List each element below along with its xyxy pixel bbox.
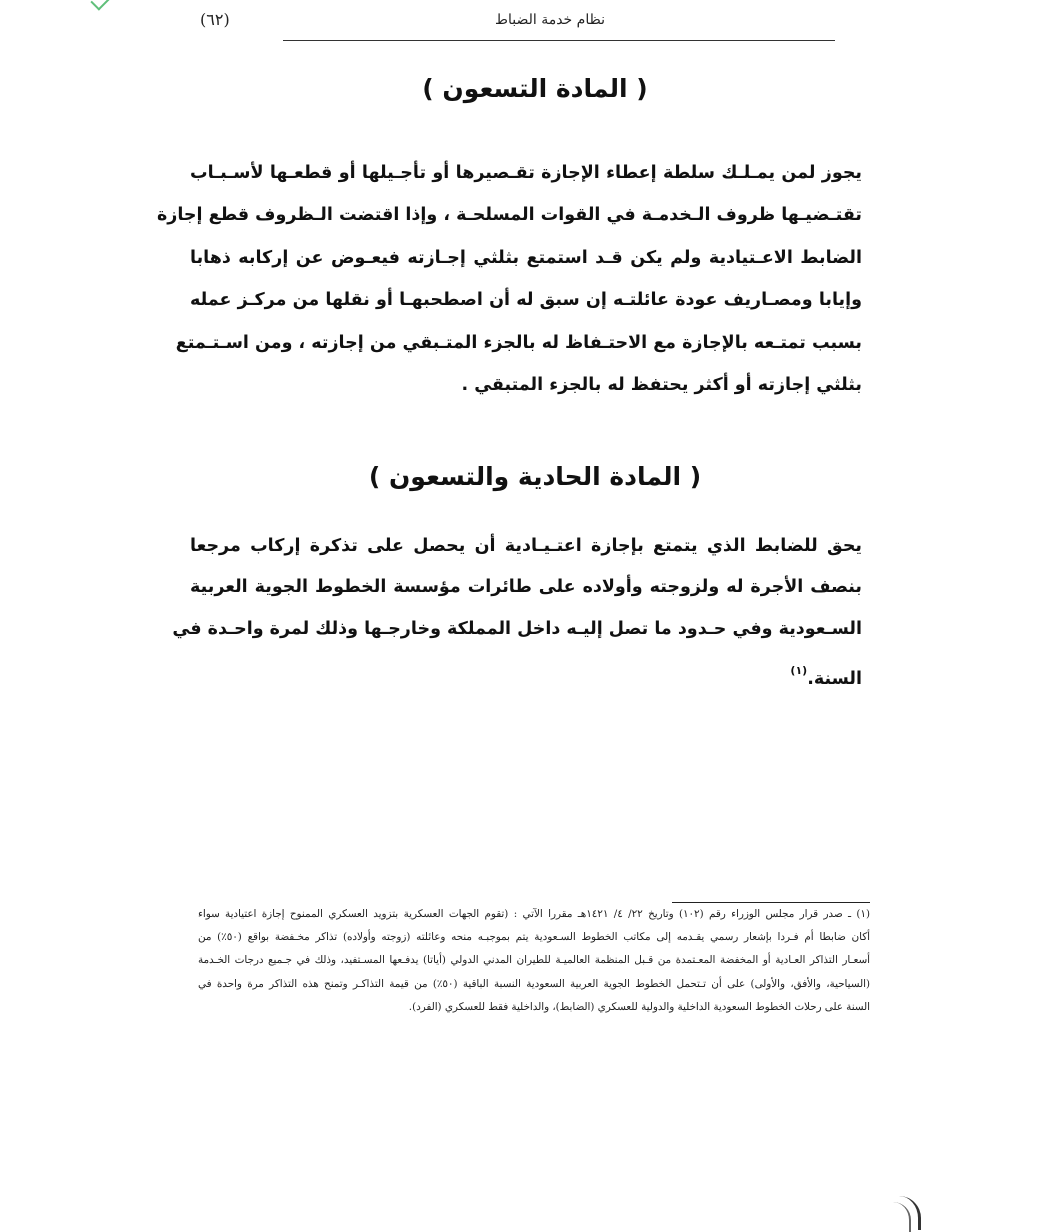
article-91-body — [172, 526, 862, 700]
article-91-line: يحق للضابط الذي يتمتع بإجازة اعتـيـادية أن يحصل على تذكرة إركاب مرجعا — [190, 536, 862, 556]
article-90-line: يجوز لمن يمـلـك سلطة إعطاء الإجازة تقـصيرها أو تأجـيلها أو قطعـها لأسـبـاب — [190, 163, 862, 183]
footnote-line: أكان ضابطا أم فـردا بإشعار رسمي يقـدمه إلى مكاتب الخطوط السـعودية يتم بموجبـه منحه وعائلته (زوجته وأولاده) تذاكر مخـفضة بواقع (٥٠٪) من — [198, 931, 870, 944]
footnote — [198, 903, 870, 1019]
footnote-line: أسعـار التذاكر العـادية أو المخفضة المعـتمدة من قـبل المنظمة العالميـة للطيران المدني الدولي (أياتا) يدفـعها المسـتفيد، وذلك في جـميع درجات الخـدمة — [198, 954, 870, 967]
article-91-line: السـعودية وفي حـدود ما تصل إليـه داخل المملكة وخارجـها وذلك لمرة واحـدة في — [172, 618, 862, 639]
footnote-reference[interactable]: (١) — [790, 663, 808, 677]
page-number: (٦٢) — [200, 10, 230, 29]
article-heading-90: ( المادة التسعون ) — [422, 74, 648, 103]
article-heading-91: ( المادة الحادية والتسعون ) — [368, 462, 702, 491]
running-header-title: نظام خدمة الضباط — [495, 12, 605, 28]
article-91-line: بنصف الأجرة له ولزوجته وأولاده على طائرات مؤسسة الخطوط الجوية العربية — [190, 577, 862, 598]
article-90-line: تقتـضيـها ظروف الـخدمـة في القوات المسلحـة ، وإذا اقتضت الـظروف قطع إجازة — [156, 205, 862, 226]
article-91-line: السنة. — [807, 668, 862, 689]
article-90-line: بثلثي إجازته أو أكثر يحتفظ له بالجزء المتبقي . — [461, 375, 862, 396]
footnote-line: السنة على رحلات الخطوط السعودية الداخلية والدولية للعسكري (الضابط)، والداخلية فقط للعسكري (الفرد). — [408, 1000, 870, 1013]
article-90-line: الضابط الاعـتيادية ولم يكن قـد استمتع بثلثي إجـازته فيعـوض عن إركابه ذهابا — [190, 247, 862, 268]
article-90-body — [156, 152, 862, 406]
footnote-line: (السياحية، والأفق، والأولى) على أن تـتحمل الخطوط الجوية العربية السعودية النسبة الباقية (٥٠٪) من قيمة التذاكـر وتمنح هذه التذاكر مرة واحدة في — [198, 977, 870, 990]
header-divider — [283, 40, 835, 41]
corner-check-mark-icon — [90, 0, 111, 11]
article-91-last-line — [190, 650, 862, 700]
article-90-line: بسبب تمتـعه بالإجازة مع الاحتـفاظ له بالجزء المتـبقي من إجازته ، ومن اسـتـمتع — [175, 332, 862, 353]
article-90-line: وإيابا ومصـاريف عودة عائلتـه إن سبق له أن اصطحبهـا أو نقلها من مركـز عمله — [190, 290, 862, 311]
footnote-line: (١) ـ صدر قرار مجلس الوزراء رقم (١٠٢) وتاريخ ٢٢/ ٤/ ١٤٢١هـ مقررا الآتي : (تقوم الجهات العسكرية بتزويد العسكري الممنوح إجازة اعتيادية سواء — [198, 908, 870, 920]
